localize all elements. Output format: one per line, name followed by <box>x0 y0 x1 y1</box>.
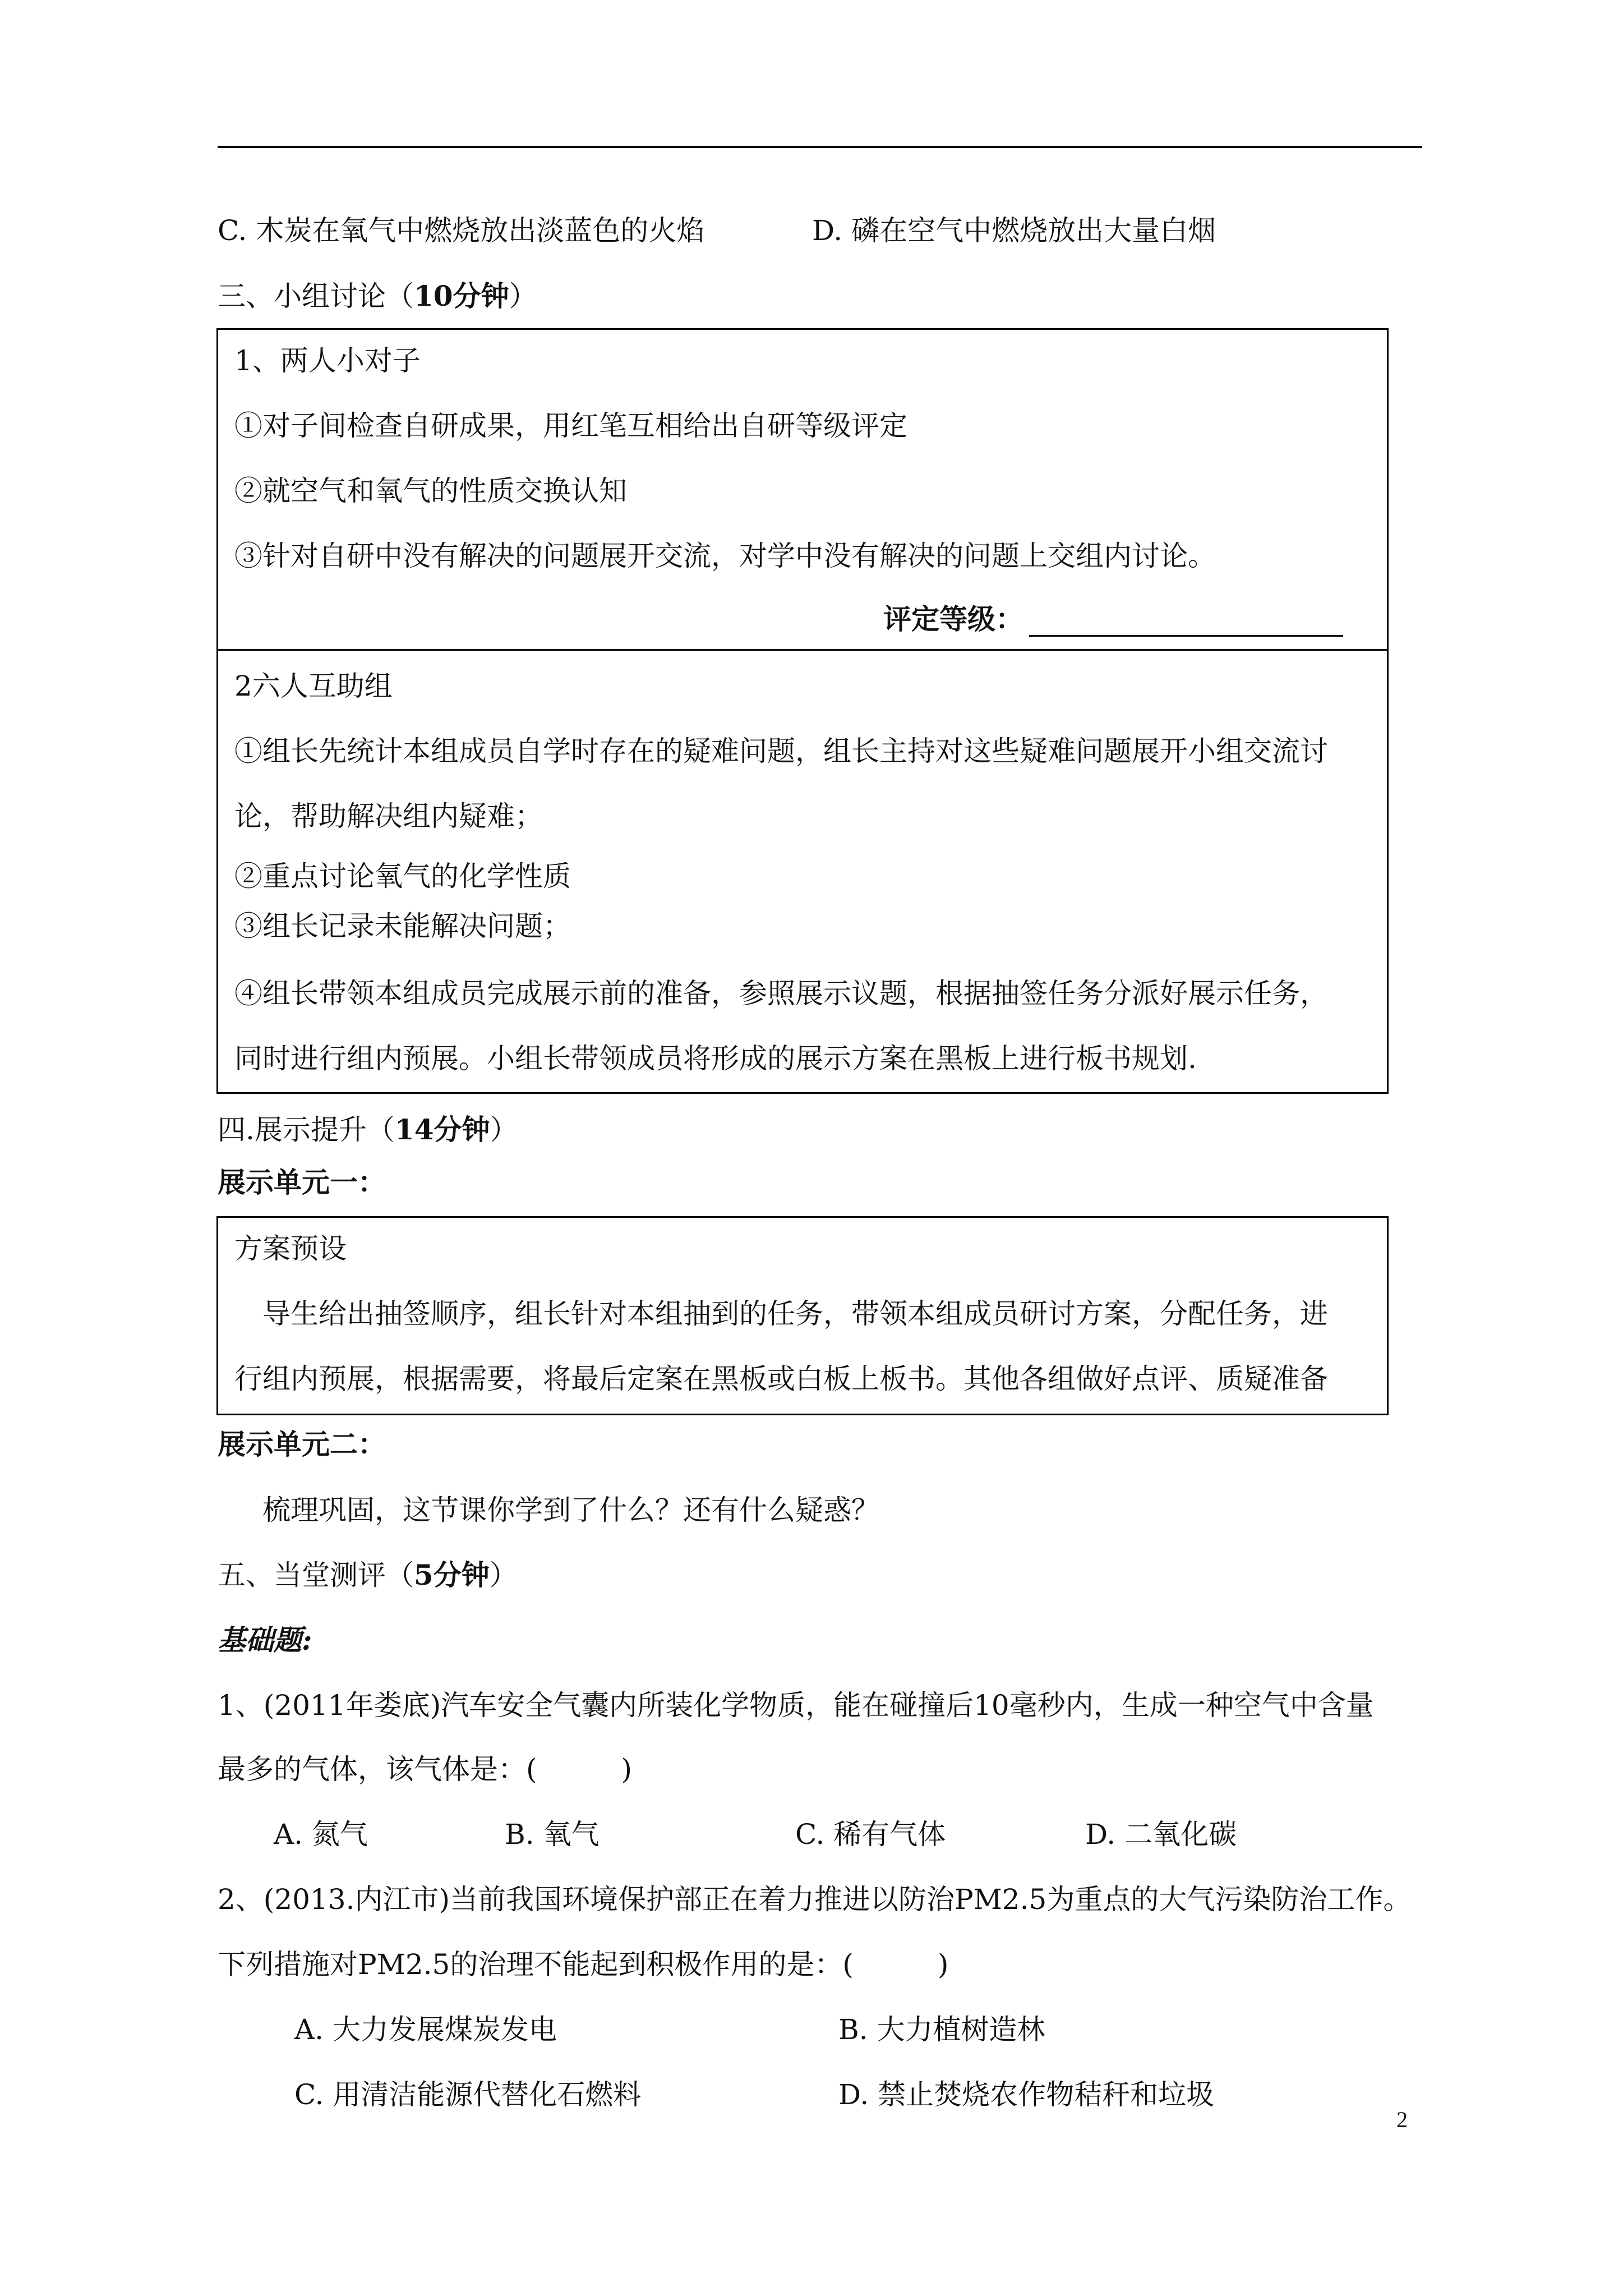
pairs-item-2: ②就空气和氧气的性质交换认知 <box>234 475 627 507</box>
group-item-4-line1: ④组长带领本组成员完成展示前的准备，参照展示议题，根据抽签任务分派好展示任务， <box>234 977 1328 1010</box>
q1-option-c: C. 稀有气体 <box>795 1818 946 1851</box>
plan-line-2: 行组内预展，根据需要，将最后定案在黑板或白板上板书。其他各组做好点评、质疑准备 <box>234 1363 1328 1395</box>
group-item-2: ②重点讨论氧气的化学性质 <box>234 860 571 892</box>
basic-label: 基础题: <box>218 1623 312 1657</box>
plan-line-1: 导生给出抽签顺序，组长针对本组抽到的任务，带领本组成员研讨方案，分配任务，进 <box>262 1297 1328 1330</box>
section4-heading: 四.展示提升（14分钟） <box>218 1113 518 1146</box>
section3-heading: 三、小组讨论（10分钟） <box>218 279 537 312</box>
rating-blank <box>1029 607 1343 637</box>
q2-line-2: 下列措施对PM2.5的治理不能起到积极作用的是：( ) <box>218 1948 949 1981</box>
unit1-label: 展示单元一： <box>218 1166 386 1199</box>
pairs-item-3: ③针对自研中没有解决的问题展开交流，对学中没有解决的问题上交组内讨论。 <box>234 540 1216 572</box>
q1-option-d: D. 二氧化碳 <box>1085 1818 1237 1851</box>
q2-option-b: B. 大力植树造林 <box>838 2013 1045 2046</box>
pairs-title: 1、两人小对子 <box>234 344 421 377</box>
header-rule <box>218 146 1422 148</box>
unit2-label: 展示单元二： <box>218 1428 386 1461</box>
unit2-text: 梳理巩固，这节课你学到了什么？还有什么疑惑？ <box>262 1494 879 1526</box>
group-item-1-line1: ①组长先统计本组成员自学时存在的疑难问题，组长主持对这些疑难问题展开小组交流讨 <box>234 735 1328 767</box>
option-d-text: D. 磷在空气中燃烧放出大量白烟 <box>812 214 1216 247</box>
q1-line-2: 最多的气体，该气体是：( ) <box>218 1753 633 1786</box>
group-title: 2六人互助组 <box>234 670 393 702</box>
q1-option-b: B. 氧气 <box>505 1818 600 1851</box>
q2-option-c: C. 用清洁能源代替化石燃料 <box>294 2078 642 2111</box>
q1-option-a: A. 氮气 <box>274 1818 368 1851</box>
plan-title: 方案预设 <box>234 1232 347 1265</box>
discussion-divider <box>216 649 1389 651</box>
rating-row <box>883 602 1343 637</box>
group-item-3: ③组长记录未能解决问题； <box>234 910 571 942</box>
q2-option-d: D. 禁止焚烧农作物秸秆和垃圾 <box>838 2078 1215 2111</box>
q1-line-1: 1、(2011年娄底)汽车安全气囊内所装化学物质，能在碰撞后10毫秒内，生成一种空气中含量 <box>218 1689 1374 1722</box>
group-item-1-line2: 论，帮助解决组内疑难； <box>234 800 543 832</box>
section5-heading: 五、当堂测评（5分钟） <box>218 1558 518 1591</box>
page-number: 2 <box>1396 2107 1408 2132</box>
group-item-4-line2: 同时进行组内预展。小组长带领成员将形成的展示方案在黑板上进行板书规划. <box>234 1042 1197 1075</box>
q2-line-1: 2、(2013.内江市)当前我国环境保护部正在着力推进以防治PM2.5为重点的大气污染防治工作。 <box>218 1883 1412 1916</box>
option-c-text: C. 木炭在氧气中燃烧放出淡蓝色的火焰 <box>218 214 705 247</box>
rating-label: 评定等级： <box>883 602 1023 636</box>
pairs-item-1: ①对子间检查自研成果，用红笔互相给出自研等级评定 <box>234 409 907 442</box>
q2-option-a: A. 大力发展煤炭发电 <box>294 2013 557 2046</box>
